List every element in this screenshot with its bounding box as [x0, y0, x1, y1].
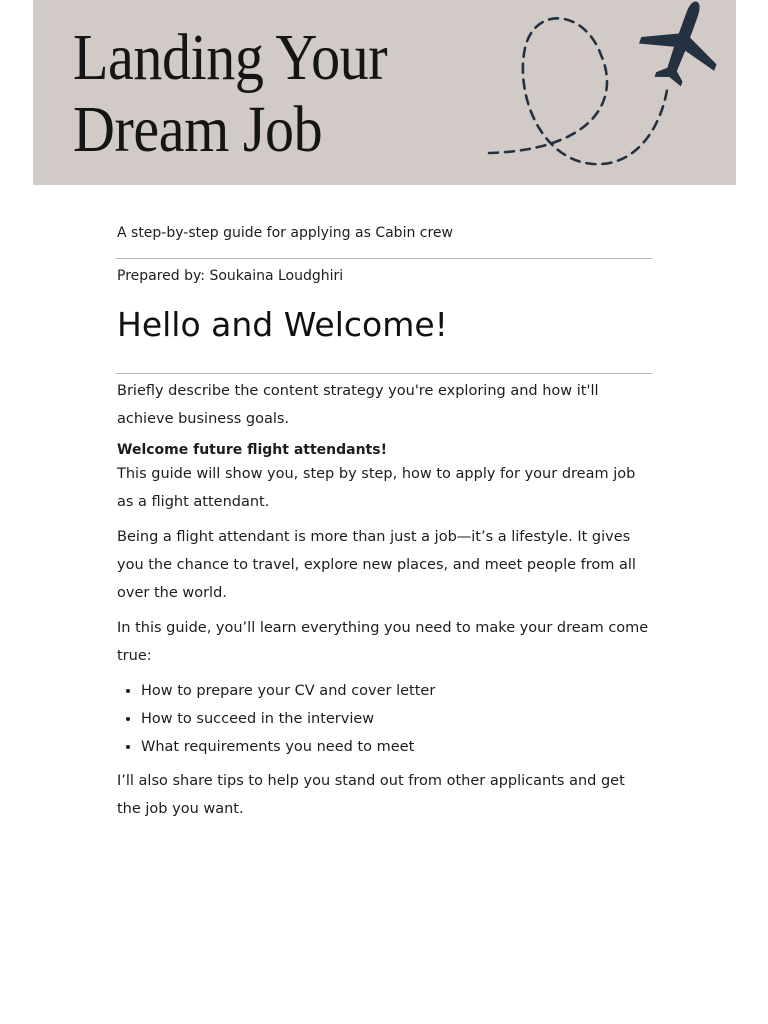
list-item: • What requirements you need to meet	[141, 733, 652, 761]
welcome-heading: Hello and Welcome!	[117, 305, 448, 344]
list-item: • How to succeed in the interview	[141, 705, 652, 733]
guide-topics-list	[117, 677, 652, 761]
author-line: Prepared by: Soukaina Loudghiri	[117, 268, 344, 284]
guide-paragraph: This guide will show you, step by step, how to apply for your dream job as a flight attendant.	[117, 466, 636, 510]
title-line-2: Dream Job	[73, 93, 323, 166]
learn-paragraph: In this guide, you’ll learn everything you need to make your dream come true:	[117, 620, 649, 664]
lifestyle-paragraph: Being a flight attendant is more than just a job—it’s a lifestyle. It gives you the chance to travel, explore new places, and meet people from all over the world.	[117, 529, 636, 601]
intro-paragraph: Briefly describe the content strategy you're exploring and how it'll achieve business goals.	[117, 383, 599, 427]
airplane-icon	[630, 0, 734, 95]
document-subtitle: A step-by-step guide for applying as Cabin crew	[117, 225, 453, 241]
flight-path-illustration	[443, 0, 736, 185]
title-line-1: Landing Your	[73, 21, 388, 94]
body-text	[117, 377, 652, 830]
header-banner	[33, 0, 736, 185]
divider-line	[116, 373, 652, 374]
divider-line	[116, 258, 652, 259]
list-item: • How to prepare your CV and cover letter	[141, 677, 652, 705]
tips-paragraph: I’ll also share tips to help you stand out from other applicants and get the job you want.	[117, 773, 625, 817]
welcome-subheading: Welcome future flight attendants!	[117, 442, 387, 458]
document-title	[73, 22, 387, 166]
